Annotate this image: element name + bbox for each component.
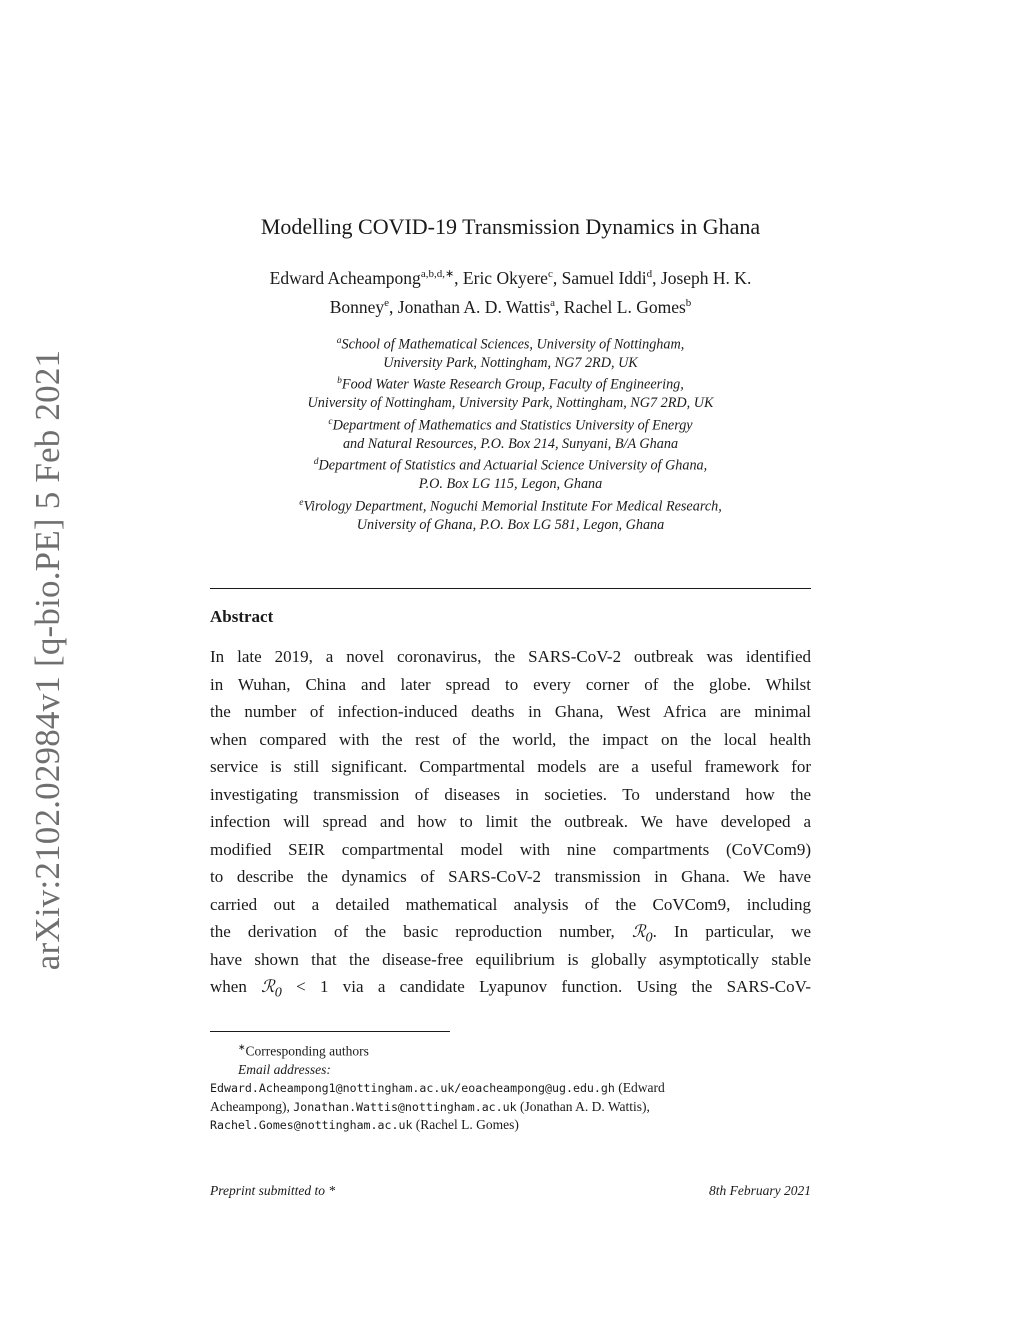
abstract-line: modified SEIR compartmental model with nine compartments (CoVCom9) — [210, 839, 811, 859]
affiliation-text: University of Ghana, P.O. Box LG 581, Legon, Ghana — [356, 516, 665, 533]
preprint-date: 8th February 2021 — [709, 1182, 811, 1198]
author-name: , Eric Okyere — [454, 267, 548, 288]
affiliation-text: University of Nottingham, University Park, Nottingham, NG7 2RD, UK — [307, 395, 714, 412]
affiliation-text: Virology Department, Noguchi Memorial Institute For Medical Research, — [303, 498, 722, 515]
email-label: Email addresses: — [238, 1061, 331, 1077]
affiliation-mark: d — [313, 457, 319, 468]
author-line-2 — [210, 291, 811, 320]
affiliation-text: Department of Mathematics and Statistics University of Energy — [332, 417, 693, 434]
abstract-body — [210, 643, 811, 1001]
affiliation-text: School of Mathematical Sciences, University of Nottingham, — [341, 336, 685, 353]
author-name: Edward Acheampong — [269, 267, 421, 288]
preprint-note: Preprint submitted to * — [210, 1182, 336, 1198]
affiliation-line — [210, 354, 811, 372]
footnotes — [210, 1038, 811, 1135]
affiliation-list — [210, 332, 811, 535]
r0-symbol — [631, 922, 653, 946]
r0-letter: ℛ — [631, 922, 646, 942]
affiliation-text: Department of Statistics and Actuarial Science University of Ghana, — [318, 458, 708, 475]
affiliation-mark: e — [299, 497, 304, 508]
corresponding-note — [210, 1038, 811, 1061]
abstract-heading: Abstract — [210, 607, 274, 627]
affiliation-line — [210, 372, 811, 394]
abstract-line: when compared with the rest of the world, the impact on the local health — [210, 729, 811, 749]
email-link[interactable]: Jonathan.Wattis@nottingham.ac.uk — [293, 1099, 517, 1114]
email-link[interactable]: Rachel.Gomes@nottingham.ac.uk — [210, 1118, 413, 1133]
abstract-line: to describe the dynamics of SARS-CoV-2 transmission in Ghana. We have — [210, 867, 811, 887]
affiliation-line — [210, 453, 811, 475]
affiliation-mark: a — [336, 335, 342, 346]
affiliation-mark: c — [328, 416, 333, 427]
abstract-line: service is still significant. Compartmental models are a useful framework for — [210, 757, 811, 777]
r0-subscript: 0 — [274, 984, 282, 1001]
page-footer — [210, 1183, 811, 1199]
abstract-fragment: < 1 — [281, 977, 329, 997]
corresponding-label: Corresponding authors — [245, 1043, 369, 1059]
author-affil-mark: a,b,d,∗ — [420, 268, 455, 280]
affiliation-text: P.O. Box LG 115, Legon, Ghana — [418, 476, 603, 493]
abstract-line — [210, 918, 811, 946]
r0-subscript: 0 — [645, 929, 653, 946]
abstract-line: carried out a detailed mathematical analysis of the CoVCom9, including — [210, 894, 811, 914]
r0-letter: ℛ — [261, 977, 275, 997]
abstract-line — [210, 973, 811, 1001]
author-name: Bonney — [329, 296, 385, 317]
email-line — [210, 1079, 811, 1098]
footnote-rule — [210, 1031, 450, 1032]
abstract-line: In late 2019, a novel coronavirus, the SARS-CoV-2 outbreak was identified — [210, 647, 811, 667]
email-line — [210, 1116, 811, 1135]
affiliation-line — [210, 494, 811, 516]
affiliation-text: University Park, Nottingham, NG7 2RD, UK — [383, 354, 638, 371]
email-owner: Acheampong), — [210, 1098, 294, 1114]
paper-first-page — [210, 210, 811, 1199]
author-line-1 — [210, 262, 811, 291]
abstract-fragment: via a candidate Lyapunov function. Using the SARS-CoV- — [328, 977, 811, 997]
affiliation-mark: b — [337, 376, 342, 387]
email-owner: (Rachel L. Gomes) — [412, 1117, 519, 1133]
r0-symbol — [261, 977, 282, 1001]
abstract-line: have shown that the disease-free equilibrium is globally asymptotically stable — [210, 949, 811, 969]
affiliation-text: Food Water Waste Research Group, Faculty of Engineering, — [341, 376, 684, 393]
abstract-line: investigating transmission of diseases in societies. To understand how the — [210, 784, 811, 804]
affiliation-line — [210, 435, 811, 453]
email-owner: (Jonathan A. D. Wattis), — [516, 1098, 650, 1114]
abstract-line: in Wuhan, China and later spread to every corner of the globe. Whilst — [210, 674, 811, 694]
abstract-fragment: when — [210, 977, 262, 997]
affiliation-text: and Natural Resources, P.O. Box 214, Sunyani, B/A Ghana — [342, 435, 679, 452]
arxiv-identifier-stamp: arXiv:2102.02984v1 [q-bio.PE] 5 Feb 2021 — [28, 349, 67, 971]
abstract-fragment: the derivation of the basic reproduction number, — [210, 922, 632, 942]
abstract-line: infection will spread and how to limit the outbreak. We have developed a — [210, 812, 811, 832]
email-link[interactable]: Edward.Acheampong1@nottingham.ac.uk/eoacheampong@ug.edu.gh — [210, 1081, 615, 1096]
author-name: , Joseph H. K. — [652, 267, 752, 288]
affiliation-line — [210, 394, 811, 412]
email-owner: (Edward — [614, 1080, 665, 1096]
author-affil-mark: b — [685, 296, 692, 309]
abstract-top-rule — [210, 588, 811, 589]
author-affil-mark: c — [547, 268, 553, 280]
author-affil-mark: d — [646, 268, 653, 280]
author-list — [210, 262, 811, 320]
author-name: , Samuel Iddi — [552, 267, 647, 288]
paper-title: Modelling COVID-19 Transmission Dynamics in Ghana — [260, 214, 761, 239]
author-name: , Jonathan A. D. Wattis — [389, 296, 551, 317]
affiliation-line — [210, 516, 811, 534]
abstract-fragment: . In particular, we — [652, 922, 811, 942]
author-name: , Rachel L. Gomes — [555, 296, 686, 317]
author-affil-mark: e — [384, 296, 390, 309]
email-line — [210, 1098, 811, 1117]
abstract-line: the number of infection-induced deaths in Ghana, West Africa are minimal — [210, 702, 811, 722]
footnote-mark: ∗ — [238, 1041, 246, 1052]
affiliation-line — [210, 332, 811, 354]
affiliation-line — [210, 413, 811, 435]
author-affil-mark: a — [550, 296, 556, 309]
affiliation-line — [210, 475, 811, 493]
